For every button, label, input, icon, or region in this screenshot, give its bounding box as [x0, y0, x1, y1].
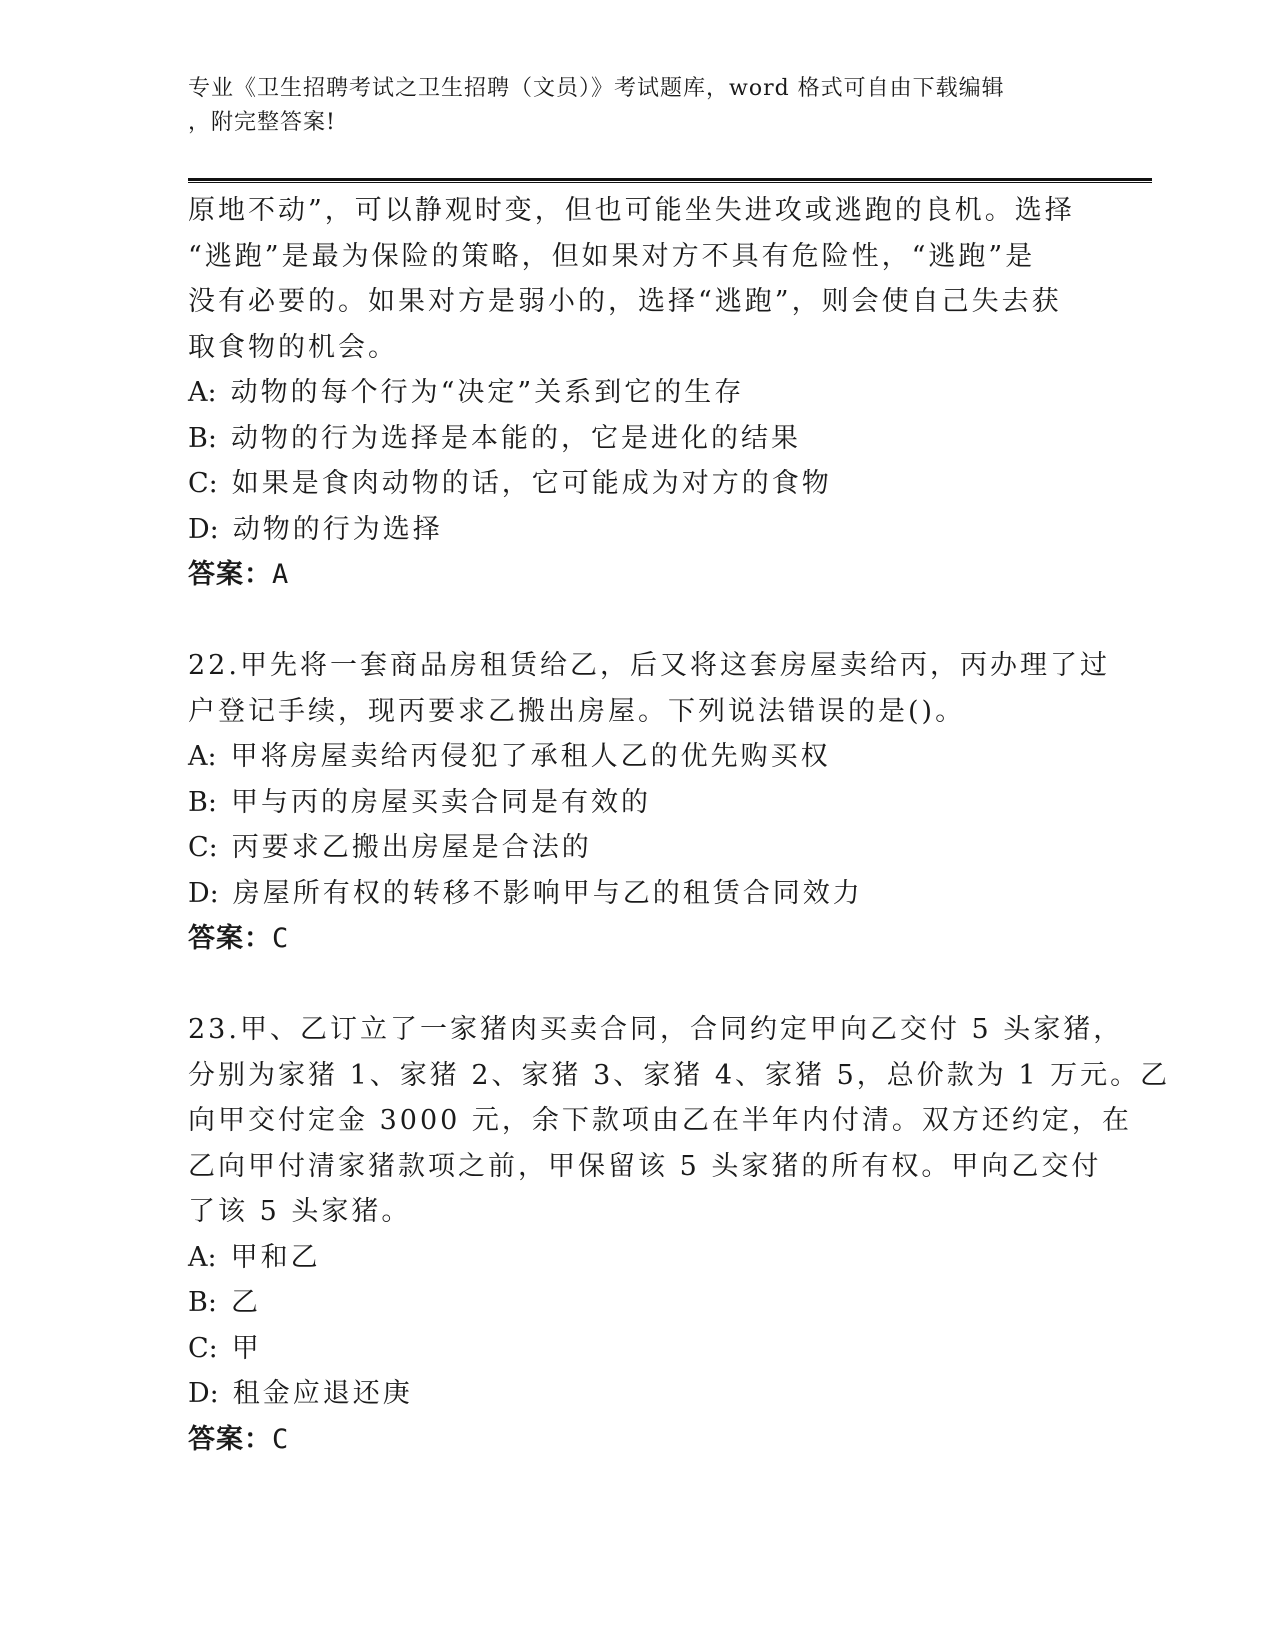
option-text: 动物的行为选择 — [232, 513, 443, 545]
option-key: A: — [188, 741, 217, 772]
question-stem-line: “逃跑”是最为保险的策略，但如果对方不具有危险性，“逃跑”是 — [188, 240, 1036, 272]
question-stem-line: 取食物的机会。 — [188, 331, 398, 363]
option-key: B: — [188, 786, 217, 818]
answer-label: 答案： — [188, 923, 272, 954]
option-a — [188, 734, 1088, 780]
option-d — [188, 507, 1088, 553]
answer-value: C — [272, 923, 290, 954]
option-key: B: — [188, 1287, 217, 1318]
option-text: 房屋所有权的转移不影响甲与乙的租赁合同效力 — [232, 877, 863, 909]
question-22 — [188, 643, 1110, 962]
spacer — [188, 962, 1088, 1008]
option-text: 如果是食肉动物的话，它可能成为对方的食物 — [231, 468, 832, 499]
header-line-2: ，附完整答案! — [188, 110, 336, 135]
option-key: A: — [188, 377, 217, 408]
option-b — [188, 1280, 1088, 1326]
question-stem-line: 没有必要的。如果对方是弱小的，选择“逃跑”，则会使自己失去获 — [188, 286, 1062, 317]
answer-value: A — [272, 559, 290, 590]
option-text: 租金应退还庚 — [232, 1378, 413, 1409]
question-stem-line: 分别为家猪 1、家猪 2、家猪 3、家猪 4、家猪 5，总价款为 1 万元。乙 — [188, 1059, 1171, 1091]
option-a — [188, 370, 1088, 416]
question-stem-line: 了该 5 头家猪。 — [188, 1196, 412, 1227]
option-key: C: — [188, 1332, 218, 1364]
question-stem-line: 向甲交付定金 3000 元，余下款项由乙在半年内付清。双方还约定，在 — [188, 1105, 1132, 1136]
option-text: 甲和乙 — [230, 1241, 321, 1273]
option-text: 动物的行为选择是本能的，它是进化的结果 — [230, 422, 801, 454]
answer-line — [188, 1417, 1088, 1463]
document-header — [188, 72, 1088, 140]
option-c — [188, 1326, 1088, 1372]
option-c — [188, 461, 1088, 507]
option-a — [188, 1235, 1088, 1281]
option-key: A: — [188, 1241, 217, 1273]
option-key: B: — [188, 422, 217, 454]
option-key: C: — [188, 468, 218, 499]
question-stem-line: 23.甲、乙订立了一家猪肉买卖合同，合同约定甲向乙交付 5 头家猪， — [188, 1014, 1124, 1045]
answer-label: 答案： — [188, 1423, 272, 1455]
option-d — [188, 1371, 1088, 1417]
option-d — [188, 871, 1088, 917]
answer-line — [188, 916, 1088, 962]
option-b — [188, 780, 1088, 826]
option-text: 乙 — [230, 1287, 261, 1318]
answer-line — [188, 552, 1088, 598]
spacer — [188, 598, 1088, 644]
option-text: 甲将房屋卖给丙侵犯了承租人乙的优先购买权 — [230, 741, 831, 772]
header-line-1: 专业《卫生招聘考试之卫生招聘（文员）》考试题库，word 格式可自由下载编辑 — [188, 76, 1005, 101]
question-stem-line: 22.甲先将一套商品房租赁给乙，后又将这套房屋卖给丙，丙办理了过 — [188, 650, 1110, 681]
option-text: 丙要求乙搬出房屋是合法的 — [231, 832, 592, 863]
question-stem-line: 原地不动”，可以静观时变，但也可能坐失进攻或逃跑的良机。选择 — [188, 195, 1075, 226]
question-content — [188, 188, 1171, 1462]
question-stem-line: 户登记手续，现丙要求乙搬出房屋。下列说法错误的是()。 — [188, 695, 966, 727]
option-key: D: — [188, 877, 219, 909]
option-key: D: — [188, 1378, 219, 1409]
question-stem-line: 乙向甲付清家猪款项之前，甲保留该 5 头家猪的所有权。甲向乙交付 — [188, 1150, 1102, 1182]
option-text: 动物的每个行为“决定”关系到它的生存 — [230, 377, 745, 408]
option-key: D: — [188, 513, 219, 545]
answer-label: 答案： — [188, 559, 272, 590]
option-text: 甲 — [231, 1332, 262, 1364]
header-divider — [188, 178, 1152, 183]
answer-value: C — [272, 1423, 290, 1455]
option-b — [188, 416, 1088, 462]
option-text: 甲与丙的房屋买卖合同是有效的 — [230, 786, 651, 818]
option-c — [188, 825, 1088, 871]
option-key: C: — [188, 832, 218, 863]
question-23 — [188, 1007, 1171, 1462]
question-21 — [188, 188, 1088, 598]
